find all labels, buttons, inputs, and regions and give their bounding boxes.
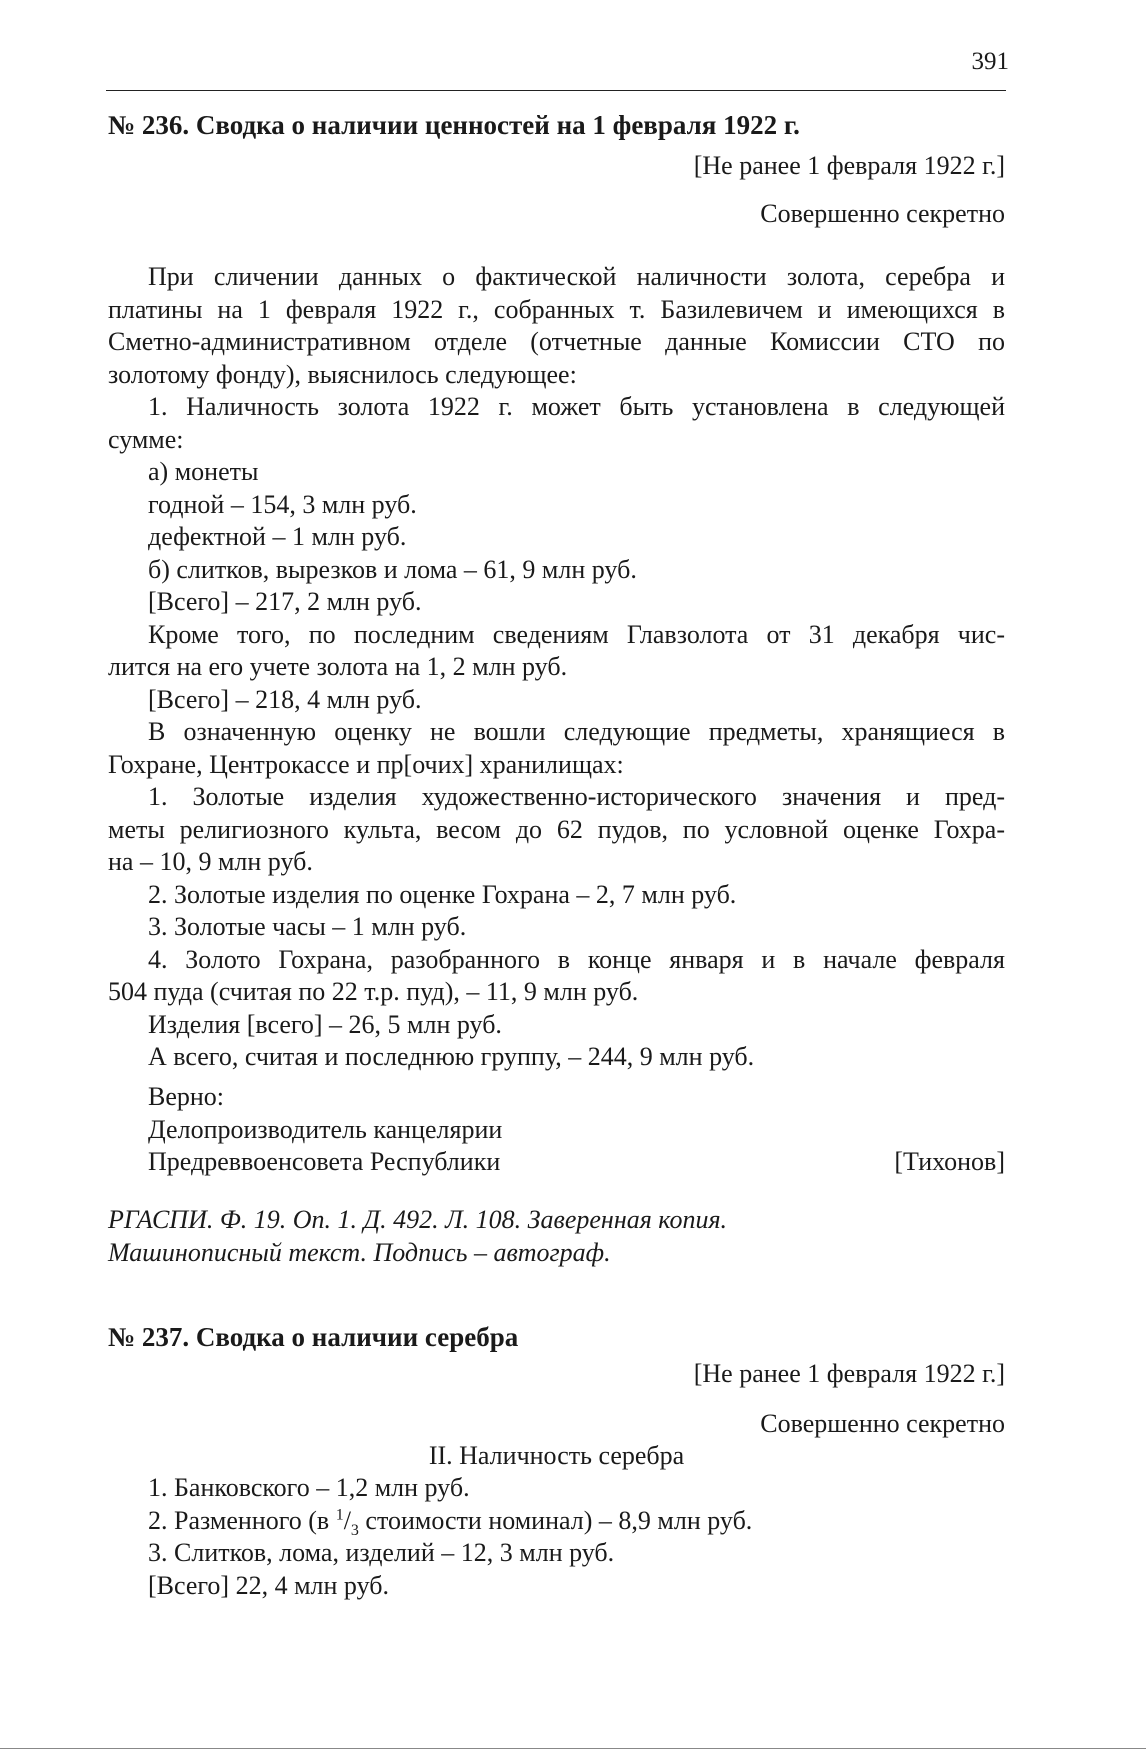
doc236-source-line: Машинописный текст. Подпись – автограф. <box>108 1237 611 1267</box>
doc236-items-total: Изделия [всего] – 26, 5 млн руб. <box>148 1009 502 1039</box>
doc236-intro-line: платины на 1 февраля 1922 г., собранных т. Базилевичем и имеющихся в <box>108 294 1005 324</box>
doc237-heading-block <box>108 1320 1005 1354</box>
doc237-item: 1. Банковского – 1,2 млн руб. <box>148 1473 470 1502</box>
doc237-section-title: II. Наличность серебра <box>428 1441 685 1470</box>
doc236-g1-line: меты религиозного культа, весом до 62 пудов, по условной оценке Гохра- <box>108 814 1005 844</box>
doc236-signer-line: Предреввоенсовета Республики <box>148 1147 501 1176</box>
doc236-grand-total: А всего, считая и последнюю группу, – 244, 9 млн руб. <box>148 1042 755 1071</box>
fraction-numerator: 1 <box>335 1505 344 1523</box>
doc236-classification-block <box>108 198 1005 231</box>
doc236-classification: Совершенно секретно <box>760 199 1005 228</box>
doc236-intro-line: При сличении данных о фактической наличности золота, серебра и <box>148 262 1005 291</box>
doc237-total: [Всего] 22, 4 млн руб. <box>148 1570 389 1600</box>
page-number: 391 <box>971 48 1009 75</box>
doc236-g1-line: 1. Золотые изделия художественно-исторического значения и пред- <box>148 782 1005 811</box>
doc236-p2-line: Кроме того, по последним сведениям Главзолота от 31 декабря чис- <box>148 619 1005 649</box>
doc236-signer-name: [Тихонов] <box>894 1147 1005 1176</box>
doc236-g2: 2. Золотые изделия по оценке Гохрана – 2, 7 млн руб. <box>148 879 737 909</box>
doc237-item2-post: стоимости номинал) – 8,9 млн руб. <box>358 1505 753 1535</box>
doc237-section-block <box>108 1440 1005 1473</box>
doc236-signer-row <box>108 1146 1005 1179</box>
doc237-date: [Не ранее 1 февраля 1922 г.] <box>693 1359 1005 1388</box>
doc237-date-block <box>108 1358 1005 1391</box>
doc236-date: [Не ранее 1 февраля 1922 г.] <box>693 151 1005 180</box>
doc236-body <box>108 261 1005 1074</box>
doc236-verified: Верно: <box>148 1082 225 1111</box>
doc237-item: 3. Слитков, лома, изделий – 12, 3 млн руб. <box>148 1538 615 1567</box>
doc236-heading-block <box>108 108 1005 142</box>
doc236-intro-line: золотому фонду), выяснилось следующее: <box>108 359 577 389</box>
bottom-edge-line <box>0 1748 1146 1749</box>
doc236-p1-line: 1. Наличность золота 1922 г. может быть установлена в следующей <box>148 392 1005 421</box>
doc236-item: б) слитков, вырезков и лома – 61, 9 млн руб. <box>148 554 637 584</box>
doc236-source <box>108 1204 1005 1269</box>
doc236-heading: № 236. Сводка о наличии ценностей на 1 февраля 1922 г. <box>108 110 800 140</box>
doc236-source-line: РГАСПИ. Ф. 19. Оп. 1. Д. 492. Л. 108. Заверенная копия. <box>108 1205 728 1234</box>
doc236-item: дефектной – 1 млн руб. <box>148 522 407 551</box>
header-rule <box>106 90 1006 91</box>
doc237-item2-pre: 2. Разменного (в <box>148 1505 336 1535</box>
fraction-slash: / <box>343 1505 351 1535</box>
doc236-p1-line: сумме: <box>108 424 184 454</box>
doc237-classification-block <box>108 1408 1005 1441</box>
doc236-item: [Всего] – 217, 2 млн руб. <box>148 587 422 616</box>
doc236-p2-line: лится на его учете золота на 1, 2 млн руб. <box>108 652 568 681</box>
doc236-p3-line: В означенную оценку не вошли следующие предметы, хранящиеся в <box>148 717 1005 746</box>
fraction-denominator: 3 <box>350 1521 359 1539</box>
doc237-item <box>108 1505 1005 1538</box>
doc236-signer-line: Делопроизводитель канцелярии <box>148 1114 503 1144</box>
doc237-body <box>108 1472 1005 1602</box>
doc236-g4-line: 4. Золото Гохрана, разобранного в конце января и в начале февраля <box>148 944 1005 974</box>
doc236-item: годной – 154, 3 млн руб. <box>148 489 417 519</box>
doc236-p3-line: Гохране, Центрокассе и пр[очих] хранилищах: <box>108 749 624 779</box>
doc236-signature <box>108 1081 1005 1179</box>
doc236-total2: [Всего] – 218, 4 млн руб. <box>148 684 422 714</box>
doc236-intro-line: Сметно-административном отделе (отчетные данные Комиссии СТО по <box>108 327 1005 356</box>
doc237-heading: № 237. Сводка о наличии серебра <box>108 1322 519 1352</box>
doc236-g4-line: 504 пуда (считая по 22 т.р. пуд), – 11, 9 млн руб. <box>108 977 639 1006</box>
doc236-g3: 3. Золотые часы – 1 млн руб. <box>148 912 467 941</box>
doc236-item: а) монеты <box>148 457 259 486</box>
doc237-classification: Совершенно секретно <box>760 1409 1005 1438</box>
doc236-g1-line: на – 10, 9 млн руб. <box>108 847 313 876</box>
doc236-date-block <box>108 150 1005 183</box>
